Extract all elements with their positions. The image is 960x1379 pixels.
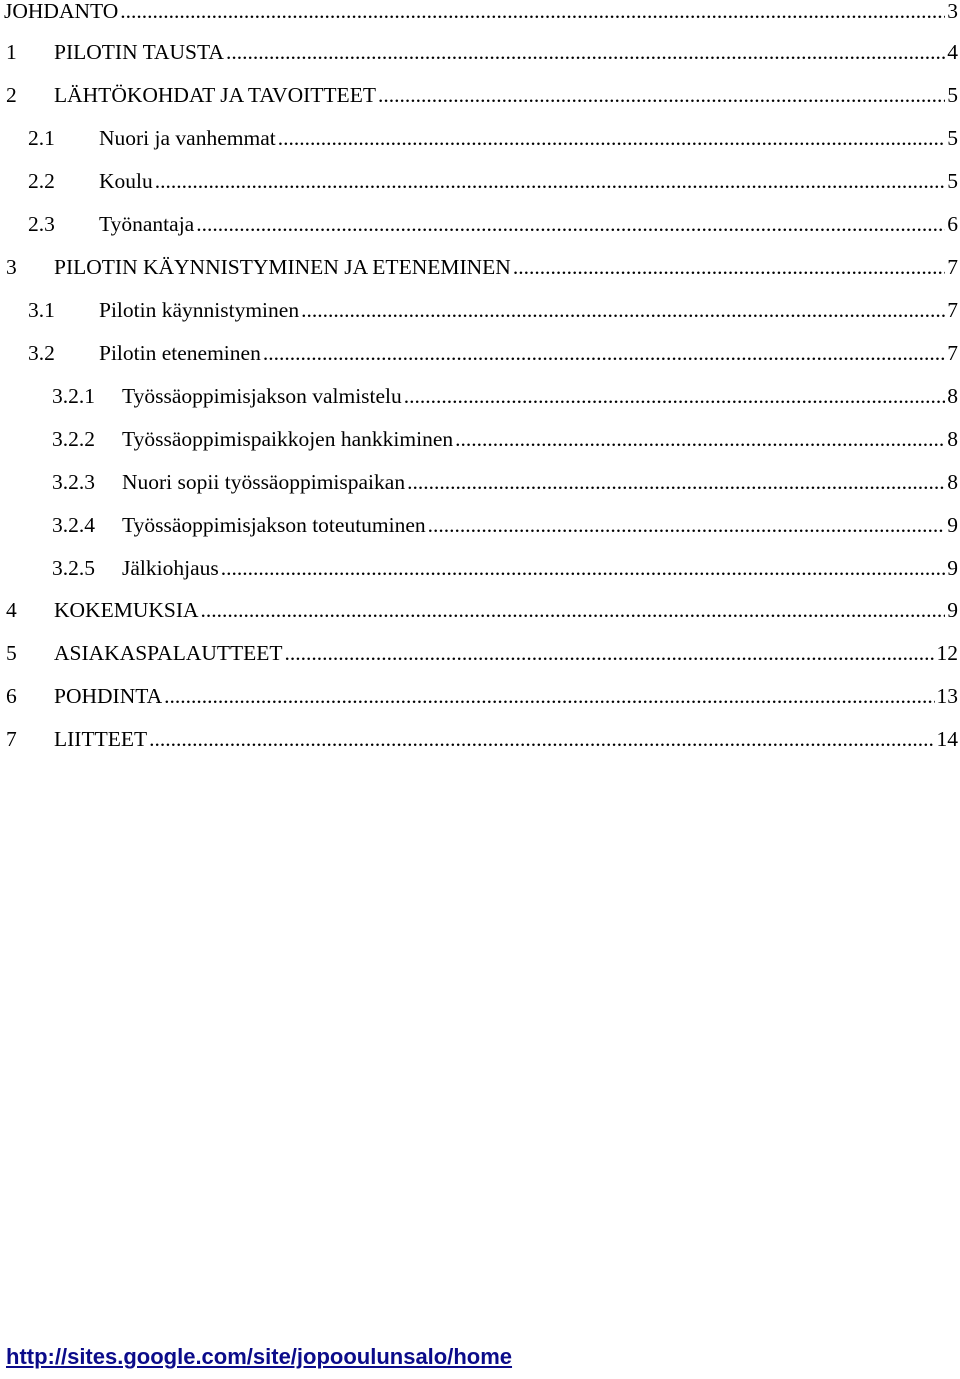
- dot-leader: [301, 290, 945, 330]
- toc-entry-jalkiohjaus[interactable]: [0, 548, 960, 588]
- toc-page-number: 5: [947, 169, 958, 193]
- toc-number: 2.3: [28, 212, 55, 236]
- toc-entry-valmistelu[interactable]: [0, 376, 960, 416]
- toc-page-number: 9: [947, 513, 958, 537]
- toc-title: PILOTIN TAUSTA: [54, 40, 224, 64]
- toc-number: 5: [6, 641, 17, 665]
- toc-entry-hankkiminen[interactable]: [0, 419, 960, 459]
- toc-title: Työssäoppimisjakson toteutuminen: [122, 513, 426, 537]
- toc-number: 3.2.3: [52, 470, 95, 494]
- toc-entry-lahtokohdat[interactable]: [0, 75, 960, 115]
- dot-leader: [226, 32, 945, 72]
- dot-leader: [196, 204, 945, 244]
- toc-page-number: 7: [947, 255, 958, 279]
- dot-leader: [404, 376, 945, 416]
- dot-leader: [513, 247, 945, 287]
- toc-page-number: 8: [947, 470, 958, 494]
- toc-entry-liitteet[interactable]: [0, 719, 960, 759]
- dot-leader: [378, 75, 945, 115]
- toc-page-number: 12: [936, 641, 958, 665]
- toc-title: ASIAKASPALAUTTEET: [54, 641, 283, 665]
- toc-number: 2.2: [28, 169, 55, 193]
- toc-number: 3: [6, 255, 17, 279]
- toc-entry-nuori-sopii[interactable]: [0, 462, 960, 502]
- toc-page-number: 8: [947, 427, 958, 451]
- toc-number: 1: [6, 40, 17, 64]
- toc-page-number: 8: [947, 384, 958, 408]
- toc-title: PILOTIN KÄYNNISTYMINEN JA ETENEMINEN: [54, 255, 511, 279]
- toc-number: 6: [6, 684, 17, 708]
- toc-entry-pilotin-kaynnistyminen[interactable]: [0, 290, 960, 330]
- dot-leader: [428, 505, 946, 545]
- toc-title: POHDINTA: [54, 684, 163, 708]
- toc-number: 3.1: [28, 298, 55, 322]
- toc-title: Työssäoppimispaikkojen hankkiminen: [122, 427, 454, 451]
- toc-title: Työssäoppimisjakson valmistelu: [122, 384, 402, 408]
- toc-title: Työnantaja: [99, 212, 195, 236]
- toc-title: KOKEMUKSIA: [54, 598, 199, 622]
- toc-entry-pilotin-eteneminen[interactable]: [0, 333, 960, 373]
- toc-page-number: 7: [947, 341, 958, 365]
- toc-title: Pilotin eteneminen: [99, 341, 261, 365]
- toc-page-number: 5: [947, 83, 958, 107]
- dot-leader: [164, 676, 934, 716]
- toc-page-number: 7: [947, 298, 958, 322]
- toc-number: 3.2: [28, 341, 55, 365]
- toc-entry-nuori-ja-vanhemmat[interactable]: [0, 118, 960, 158]
- toc-entry-johdanto[interactable]: [0, 0, 960, 31]
- toc-number: 3.2.4: [52, 513, 95, 537]
- toc-entry-asiakaspalautteet[interactable]: [0, 633, 960, 673]
- dot-leader: [263, 333, 945, 373]
- toc-title: Koulu: [99, 169, 153, 193]
- dot-leader: [120, 0, 945, 31]
- toc-number: 4: [6, 598, 17, 622]
- toc-page-number: 14: [936, 727, 958, 751]
- dot-leader: [278, 118, 946, 158]
- toc-number: 7: [6, 727, 17, 751]
- toc-page-number: 5: [947, 126, 958, 150]
- dot-leader: [221, 548, 946, 588]
- toc-page-number: 3: [947, 0, 958, 23]
- toc-title: Jälkiohjaus: [122, 556, 219, 580]
- toc-title: Nuori ja vanhemmat: [99, 126, 276, 150]
- toc-entry-kaynnistyminen-ja-eteneminen[interactable]: [0, 247, 960, 287]
- toc-number: 2: [6, 83, 17, 107]
- toc-page-number: 9: [947, 556, 958, 580]
- footer-site-link[interactable]: http://sites.google.com/site/jopooulunsalo/home: [6, 1344, 513, 1369]
- toc-title: Pilotin käynnistyminen: [99, 298, 300, 322]
- toc-page-number: 13: [936, 684, 958, 708]
- dot-leader: [285, 633, 935, 673]
- toc-page-number: 4: [947, 40, 958, 64]
- toc-title: Nuori sopii työssäoppimispaikan: [122, 470, 406, 494]
- toc-entry-pilotin-tausta[interactable]: [0, 32, 960, 72]
- toc-number: 2.1: [28, 126, 55, 150]
- toc-entry-pohdinta[interactable]: [0, 676, 960, 716]
- toc-title: JOHDANTO: [4, 0, 119, 23]
- toc-number: 3.2.2: [52, 427, 95, 451]
- toc-entry-kokemuksia[interactable]: [0, 590, 960, 630]
- toc-entry-toteutuminen[interactable]: [0, 505, 960, 545]
- toc-entry-koulu[interactable]: [0, 161, 960, 201]
- dot-leader: [201, 590, 946, 630]
- toc-page-number: 9: [947, 598, 958, 622]
- dot-leader: [407, 462, 945, 502]
- dot-leader: [149, 719, 934, 759]
- dot-leader: [155, 161, 946, 201]
- dot-leader: [455, 419, 945, 459]
- toc-number: 3.2.5: [52, 556, 95, 580]
- toc-number: 3.2.1: [52, 384, 95, 408]
- toc-title: LIITTEET: [54, 727, 148, 751]
- toc-title: LÄHTÖKOHDAT JA TAVOITTEET: [54, 83, 376, 107]
- toc-entry-tyonantaja[interactable]: [0, 204, 960, 244]
- toc-page-number: 6: [947, 212, 958, 236]
